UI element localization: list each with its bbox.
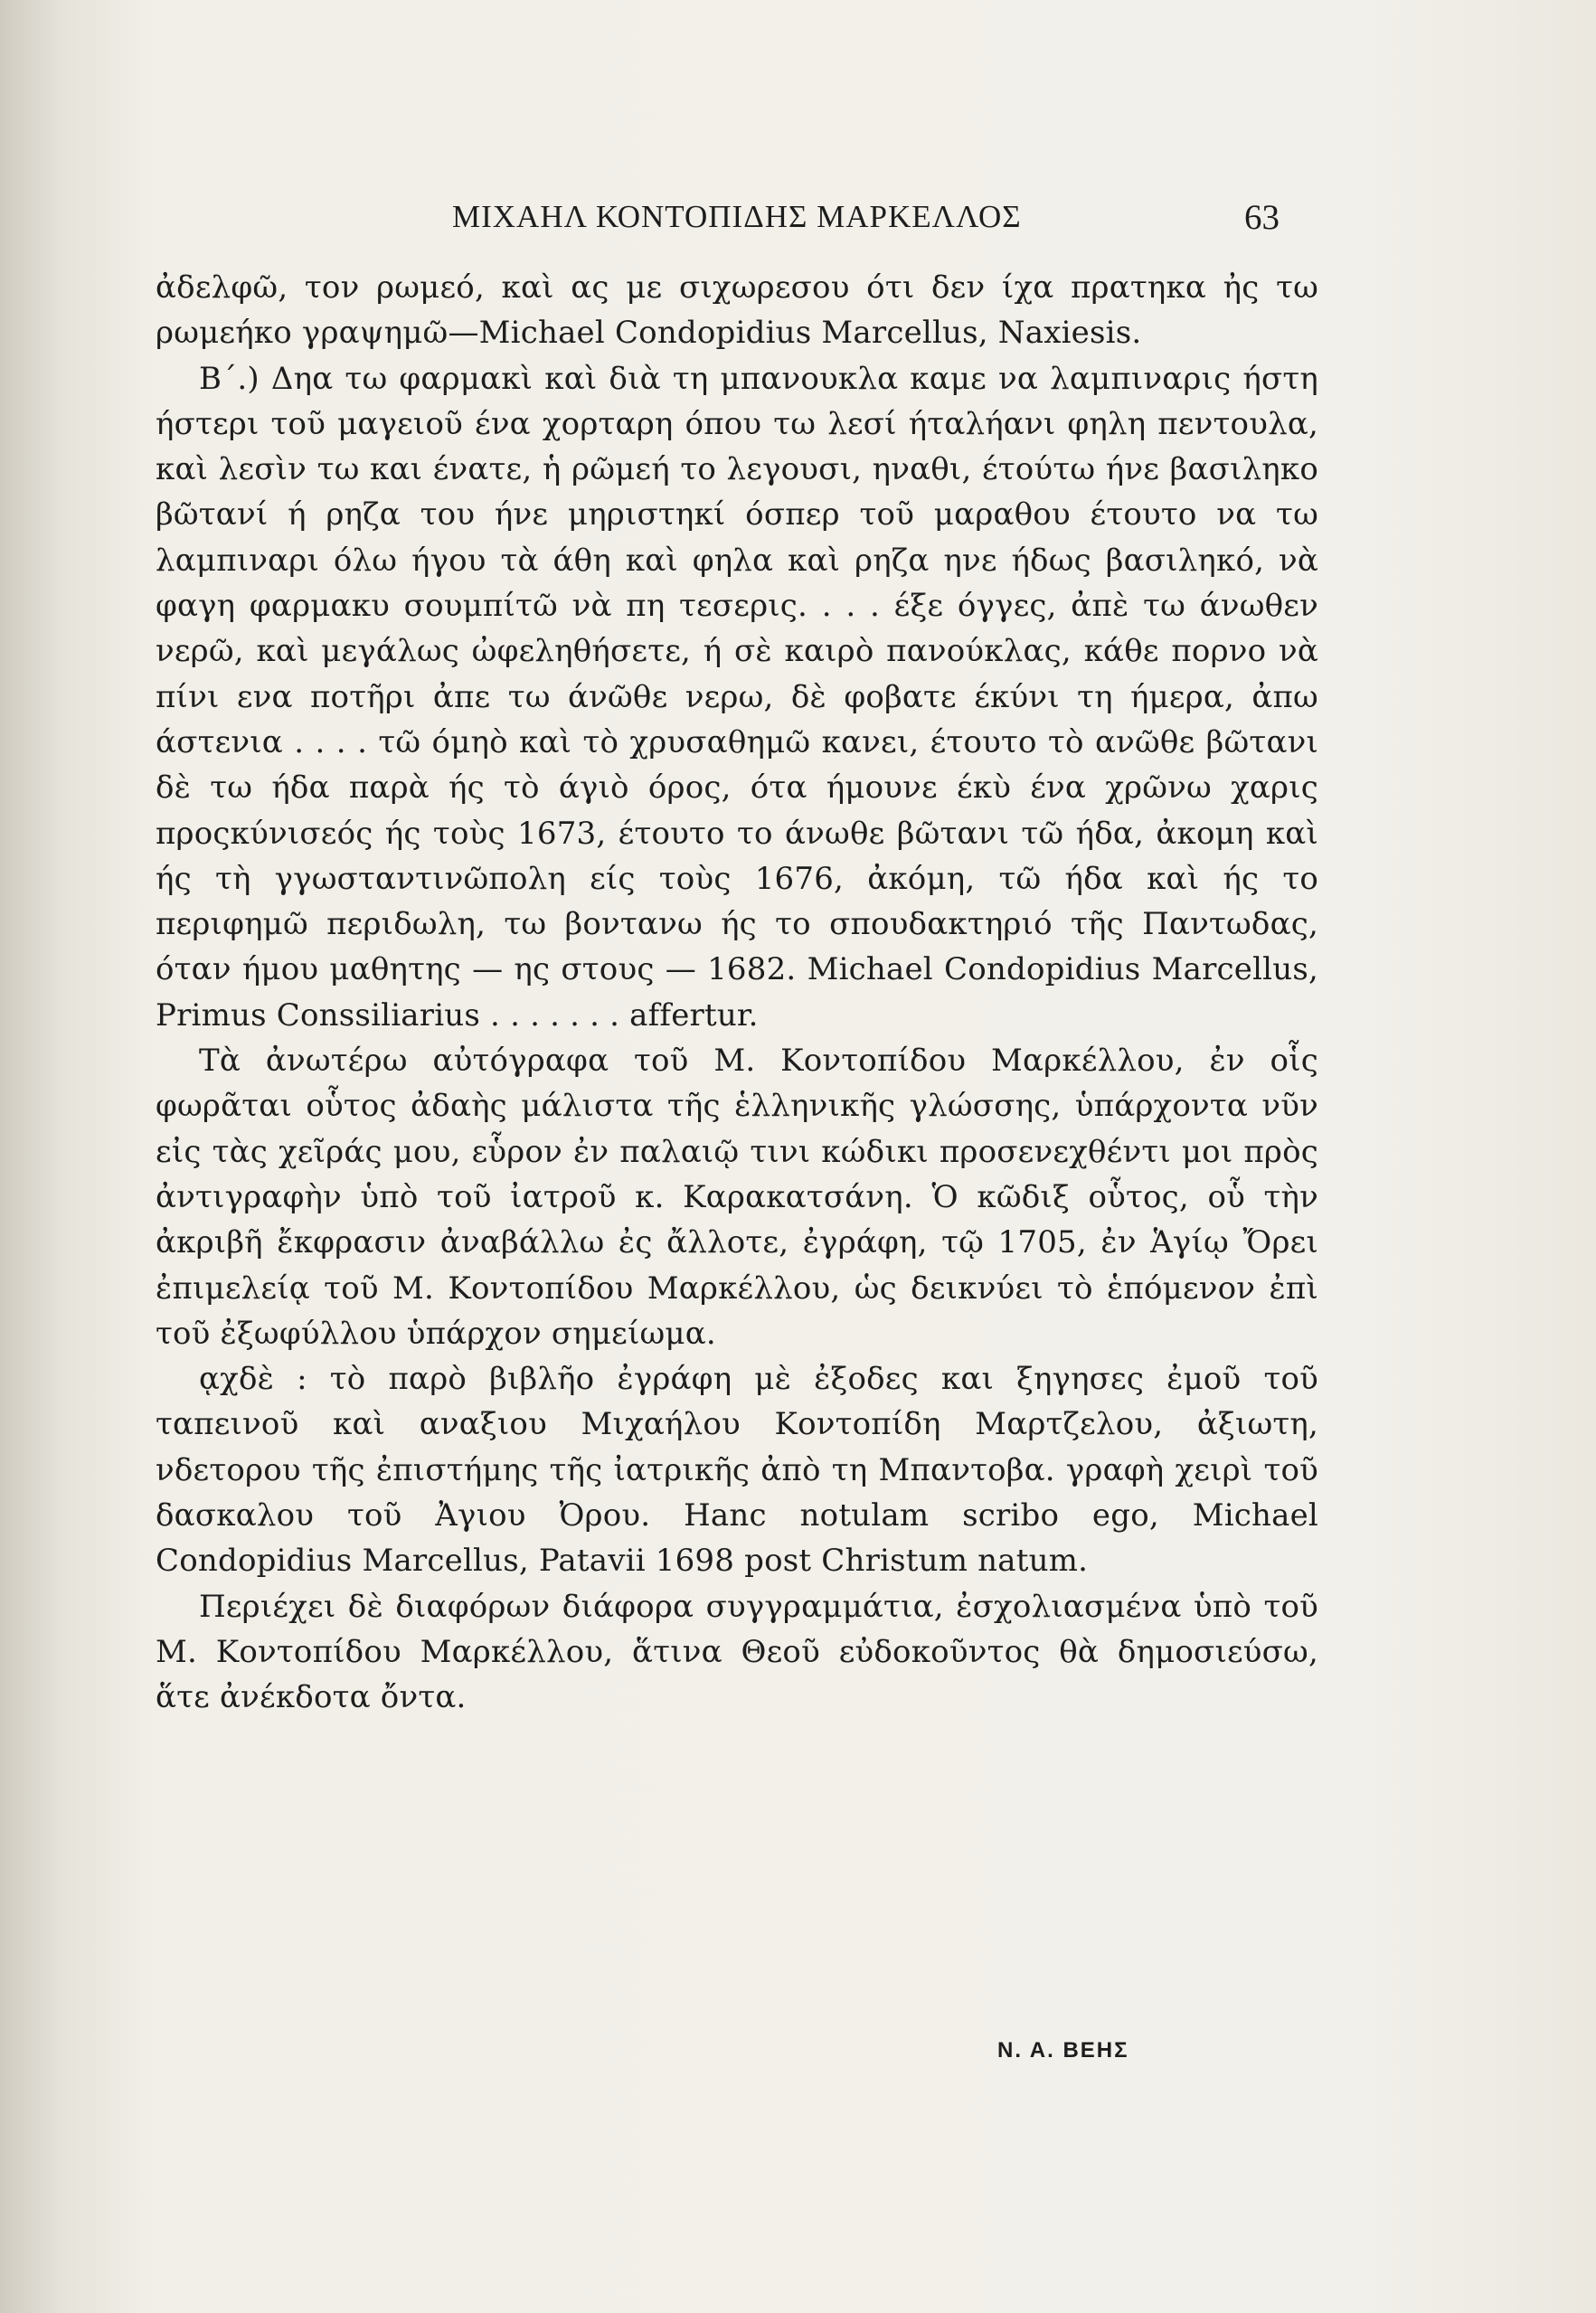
paragraph-remedy-text: Β΄.) Δηα τω φαρμακὶ καὶ διὰ τη μπανουκλα καμε να λαμπιναρις ήστη ήστερι τοῦ μαγειοῦ ένα χορταρη όπου τω λεσί ήταλήανι φηλη πεντουλα, καὶ λεσὶν τω και ένατε, ἡ ρῶμεή το λεγουσι, ηναθι, έτούτω ήνε βασιληκο βῶτανί ή ρηζα του ήνε μηριστηκί όσπερ τοῦ μαραθου έτουτο να τω λαμπιναρι όλω ήγου τὰ άθη καὶ φηλα καὶ ρηζα ηνε ήδως βασιληκό, νὰ φαγη φαρμακυ σουμπίτῶ νὰ πη τεσερις. . . . έξε όγγες, ἀπὲ τω άνωθεν νερῶ, καὶ μεγάλως ὠφεληθήσετε, ή σὲ καιρὸ πανούκλας, κάθε πορνο νὰ πίνι ενα ποτῆρι ἀπε τω άνῶθε νερω, δὲ φοβατε έκύνι τη ήμερα, ἀπω άστενια . . . . τῶ όμηὸ καὶ τὸ χρυσαθημῶ κανει, έτουτο τὸ ανῶθε βῶτανι δὲ τω ήδα παρὰ ής τὸ άγιὸ όρος, ότα ήμουνε έκὺ ένα χρῶνω χαρις προςκύνισεός ής τοὺς 1673, έτουτο το άνωθε βῶτανι τῶ ήδα, ἀκομη καὶ ής τὴ γγωσταντινῶπολη είς τοὺς 1676, ἀκόμη, τῶ ήδα καὶ ής το περιφημῶ περιδωλη, τω βοντανω ής το σπουδακτηριό τῆς Παντωδας, όταν ήμου μαθητης — ης στους — 1682. Michael Condopidius Marcellus, Primus Conssiliarius . . . . . . . affertur.	[156, 360, 1318, 1034]
page-header	[0, 190, 1596, 244]
paragraph-contents-note: Περιέχει δὲ διαφόρων διάφορα συγγραμμάτια, ἐσχολιασμένα ὑπὸ τοῦ Μ. Κοντοπίδου Μαρκέλλου, ἅτινα Θεοῦ εὐδοκοῦντος θὰ δημοσιεύσω, ἅτε ἀνέκδοτα ὄντα.	[156, 1588, 1318, 1716]
paragraph-editor-commentary: Τὰ ἀνωτέρω αὐτόγραφα τοῦ Μ. Κοντοπίδου Μαρκέλλου, ἐν οἷς φωρᾶται οὗτος ἀδαὴς μάλιστα τῆς ἑλληνικῆς γλώσσης, ὑπάρχοντα νῦν εἰς τὰς χεῖράς μου, εὗρον ἐν παλαιῷ τινι κώδικι προσενεχθέντι μοι πρὸς ἀντιγραφὴν ὑπὸ τοῦ ἰατροῦ κ. Καρακατσάνη. Ὁ κῶδιξ οὗτος, οὗ τὴν ἀκριβῆ ἔκφρασιν ἀναβάλλω ἐς ἄλλοτε, ἐγράφη, τῷ 1705, ἐν Ἁγίῳ Ὄρει ἐπιμελείᾳ τοῦ Μ. Κοντοπίδου Μαρκέλλου, ὡς δεικνύει τὸ ἑπόμενον ἐπὶ τοῦ ἐξωφύλλου ὑπάρχον σημείωμα.	[156, 1043, 1318, 1352]
paragraph-colophon: ᾳχδὲ : τὸ παρὸ βιβλῆο ἐγράφη μὲ ἐξοδες και ξηγησες ἐμοῦ τοῦ ταπεινοῦ καὶ αναξιου Μιχαήλου Κοντοπίδη Μαρτζελου, ἀξιωτη, νδετορου τῆς ἐπιστήμης τῆς ἰατρικῆς ἀπὸ τη Μπαντοβα. γραφὴ χειρὶ τοῦ δασκαλου τοῦ Ἀγιου Ὀρου. Hanc notulam scribo ego, Michael Condopidius Marcellus, Patavii 1698 post Christum natum.	[156, 1361, 1318, 1580]
running-title: ΜΙΧΑΗΛ ΚΟΝΤΟΠΙΔΗΣ ΜΑΡΚΕΛΛΟΣ	[452, 199, 1022, 234]
page-body	[156, 265, 1318, 1721]
page-number: 63	[1244, 198, 1280, 237]
author-signature: Ν. Α. ΒΕΗΣ	[997, 2038, 1129, 2063]
paragraph-letter-ending: ἀδελφῶ, τον ρωμεό, καὶ ας με σιχωρεσου ότι δεν ίχα πρατηκα ἠς τω ρωμεήκο γραψημῶ—Michael Condopidius Marcellus, Naxiesis.	[156, 269, 1318, 352]
